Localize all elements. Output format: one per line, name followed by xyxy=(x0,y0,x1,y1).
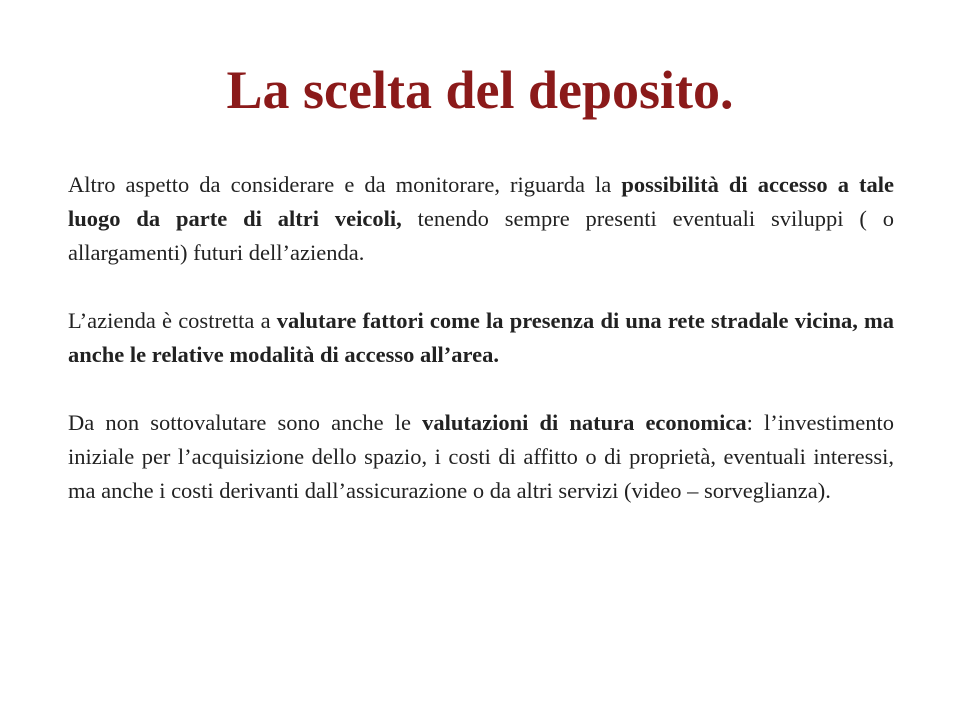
paragraph-economic xyxy=(68,406,894,508)
text-run: : l’investimento iniziale per l’acquisizione dello spazio, i costi di affitto o di proprietà, eventuali interessi, ma anche i costi derivanti dall’assicurazione o da altri servizi (video – sorveglianza). xyxy=(68,410,895,503)
text-run: Da non sottovalutare sono anche le xyxy=(68,410,423,435)
text-run: L’azienda è costretta a xyxy=(68,308,277,333)
text-run-bold: possibilità di accesso a tale luogo da parte di altri veicoli, xyxy=(68,172,894,231)
paragraph-accessibility xyxy=(68,168,894,270)
text-run-bold: valutare fattori come la presenza di una rete stradale vicina, ma anche le relative modalità di accesso all’area. xyxy=(68,308,894,367)
paragraph-road-network xyxy=(68,304,894,372)
text-run: tenendo sempre presenti eventuali sviluppi ( o allargamenti) futuri dell’azienda. xyxy=(68,206,894,265)
text-run-bold: valutazioni di natura economica xyxy=(422,410,747,435)
text-run: Altro aspetto da considerare e da monitorare, riguarda la xyxy=(68,172,622,197)
slide-title: La scelta del deposito. xyxy=(226,60,734,120)
slide-body xyxy=(68,168,894,542)
